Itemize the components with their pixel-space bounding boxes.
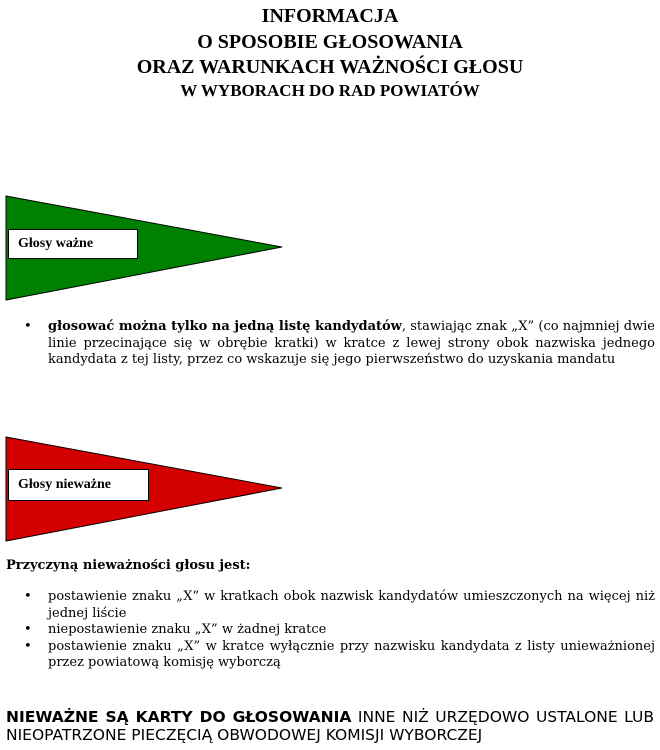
title-line-1: INFORMACJA	[261, 5, 399, 27]
invalid-votes-pennant	[0, 436, 285, 542]
list-item	[0, 622, 660, 639]
list-item	[0, 589, 660, 622]
bullet-icon: •	[24, 622, 32, 637]
bullet-icon: •	[24, 589, 32, 604]
invalid-votes-label: Głosy nieważne	[8, 469, 149, 501]
list-item	[0, 639, 660, 672]
bullet-icon: •	[24, 638, 32, 654]
invalid-rule-2: niepostawienie znaku „X” w żadnej kratce	[48, 622, 327, 637]
valid-rule-bold: głosować można tylko na jedną listę kandydatów	[48, 319, 402, 334]
valid-votes-rules	[0, 319, 660, 369]
bullet-icon: •	[24, 319, 32, 334]
invalid-votes-rules	[0, 589, 660, 672]
title-line-3: ORAZ WARUNKACH WAŻNOŚCI GŁOSU	[136, 56, 524, 78]
footer-notice	[6, 708, 654, 744]
title-line-4: W WYBORACH DO RAD POWIATÓW	[180, 81, 480, 100]
invalid-rule-1: postawienie znaku „X” w kratkach obok nazwisk kandydatów umieszczonych na więcej niż jednej liście	[48, 589, 655, 621]
title-line-2: O SPOSOBIE GŁOSOWANIA	[197, 31, 463, 53]
valid-votes-pennant	[0, 195, 285, 301]
invalid-reason-heading: Przyczyną nieważności głosu jest:	[6, 558, 251, 573]
valid-votes-label: Głosy ważne	[8, 229, 138, 259]
footer-bold: NIEWAŻNE SĄ KARTY DO GŁOSOWANIA	[6, 708, 352, 726]
footer-text: INNE NIŻ URZĘDOWO USTALONE LUB NIEOPATRZONE PIECZĘCIĄ OBWODOWEJ KOMISJI WYBORCZEJ	[6, 708, 655, 744]
valid-rule-text: , stawiając znak „X” (co najmniej dwie linie przecinające się w obrębie kratki) w kratce z lewej strony obok nazwiska jednego kandydata z tej listy, przez co wskazuje się jego pierwszeństwo do uzyskania mandatu	[48, 319, 655, 367]
invalid-rule-3: postawienie znaku „X” w kratce wyłącznie przy nazwisku kandydata z listy unieważnionej przez powiatową komisję wyborczą	[48, 638, 655, 670]
list-item	[0, 319, 660, 369]
